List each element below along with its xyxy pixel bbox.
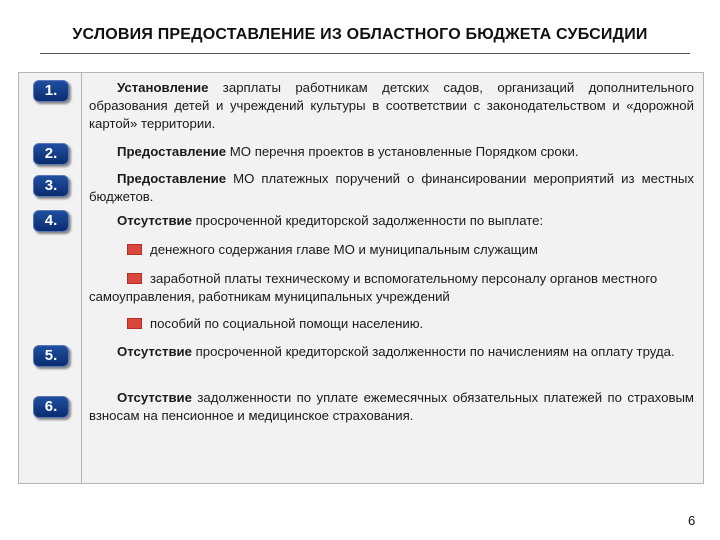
subitem-text-2: заработной платы техническому и вспомогательному персоналу органов местного самоуправления, работникам муниципальных учреждений bbox=[89, 271, 658, 304]
item-keyword-2: Предоставление bbox=[117, 144, 227, 159]
item-body-4: просроченной кредиторской задолженности по выплате: bbox=[192, 213, 544, 228]
subitem-2 bbox=[89, 270, 694, 306]
item-number-6: 6. bbox=[33, 396, 69, 418]
subitem-3 bbox=[89, 315, 694, 333]
item-keyword-1: Установление bbox=[117, 80, 209, 95]
subitem-text-3: пособий по социальной помощи населению. bbox=[150, 316, 424, 331]
item-number-2: 2. bbox=[33, 143, 69, 165]
item-number-4: 4. bbox=[33, 210, 69, 232]
item-text-1 bbox=[89, 79, 694, 133]
item-number-5: 5. bbox=[33, 345, 69, 367]
subitem-1 bbox=[89, 241, 694, 259]
number-column bbox=[18, 72, 82, 484]
item-body-2: МО перечня проектов в установленные Порядком сроки. bbox=[226, 144, 579, 159]
bullet-square-icon bbox=[127, 318, 142, 329]
item-text-4 bbox=[89, 212, 694, 230]
item-text-3 bbox=[89, 170, 694, 206]
item-body-5: просроченной кредиторской задолженности по начислениям на оплату труда. bbox=[192, 344, 675, 359]
subitem-text-1: денежного содержания главе МО и муниципальным служащим bbox=[150, 242, 538, 257]
bullet-square-icon bbox=[127, 244, 142, 255]
item-body-6: задолженности по уплате ежемесячных обязательных платежей по страховым взносам на пенсионное и медицинское страхования. bbox=[89, 390, 694, 423]
item-text-2 bbox=[89, 143, 694, 161]
item-number-3: 3. bbox=[33, 175, 69, 197]
page-number: 6 bbox=[688, 513, 696, 528]
title-divider bbox=[40, 53, 690, 54]
item-number-1: 1. bbox=[33, 80, 69, 102]
slide-title: УСЛОВИЯ ПРЕДОСТАВЛЕНИЕ ИЗ ОБЛАСТНОГО БЮДЖЕТА СУБСИДИИ bbox=[72, 26, 648, 43]
item-text-6 bbox=[89, 389, 694, 425]
bullet-square-icon bbox=[127, 273, 142, 284]
item-keyword-6: Отсутствие bbox=[117, 390, 192, 405]
item-keyword-4: Отсутствие bbox=[117, 213, 192, 228]
item-keyword-5: Отсутствие bbox=[117, 344, 192, 359]
item-keyword-3: Предоставление bbox=[117, 171, 227, 186]
item-body-1: зарплаты работникам детских садов, организаций дополнительного образования детей и учреждений культуры в соответствии с законодательством и «дорожной картой» территории. bbox=[89, 80, 694, 131]
item-text-5 bbox=[89, 343, 694, 361]
item-body-3: МО платежных поручений о финансировании мероприятий из местных бюджетов. bbox=[89, 171, 694, 204]
